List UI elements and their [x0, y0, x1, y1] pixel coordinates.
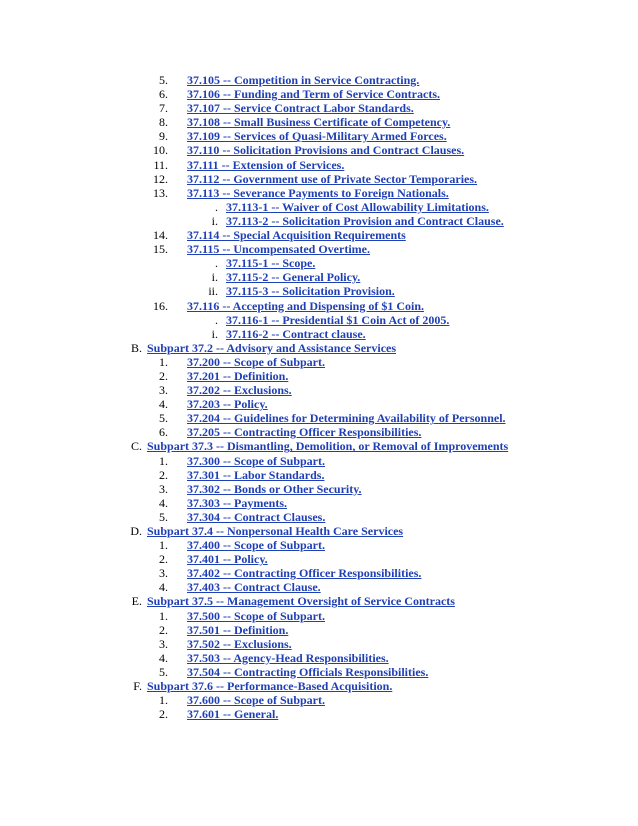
toc-entry-link[interactable]: 37.112 -- Government use of Private Sector Temporaries.	[187, 171, 478, 186]
toc-entry-number: 12.	[153, 171, 168, 186]
toc-entry-link[interactable]: 37.600 -- Scope of Subpart.	[187, 693, 326, 708]
toc-entry-link[interactable]: 37.501 -- Definition.	[187, 622, 289, 637]
toc-entry	[0, 270, 638, 284]
toc-entry-link[interactable]: 37.302 -- Bonds or Other Security.	[187, 481, 362, 496]
toc-entry-link[interactable]: 37.113 -- Severance Payments to Foreign Nationals.	[187, 185, 449, 200]
toc-entry-link[interactable]: Subpart 37.6 -- Performance-Based Acquisition.	[147, 679, 393, 694]
toc-entry	[0, 510, 638, 524]
toc-entry-link[interactable]: 37.115-2 -- General Policy.	[226, 270, 361, 285]
toc-entry-number: 3.	[159, 481, 168, 496]
toc-entry-number: 2.	[159, 552, 168, 567]
toc-entry	[0, 468, 638, 482]
toc-entry-link[interactable]: 37.402 -- Contracting Officer Responsibilities.	[187, 566, 422, 581]
toc-entry-link[interactable]: 37.500 -- Scope of Subpart.	[187, 608, 326, 623]
toc-entry-link[interactable]: 37.601 -- General.	[187, 707, 279, 722]
toc-entry-link[interactable]: 37.106 -- Funding and Term of Service Contracts.	[187, 87, 440, 102]
toc-entry	[0, 580, 638, 594]
toc-entry-link[interactable]: 37.205 -- Contracting Officer Responsibilities.	[187, 425, 422, 440]
toc-entry-link[interactable]: 37.109 -- Services of Quasi-Military Armed Forces.	[187, 129, 447, 144]
toc-entry-link[interactable]: 37.115-1 -- Scope.	[226, 256, 316, 271]
toc-entry-number: 8.	[159, 115, 168, 130]
toc-entry	[0, 693, 638, 707]
toc-entry-link[interactable]: 37.116 -- Accepting and Dispensing of $1 Coin.	[187, 298, 425, 313]
toc-entry	[0, 397, 638, 411]
toc-entry-number: i.	[211, 270, 218, 285]
toc-entry-link[interactable]: 37.502 -- Exclusions.	[187, 636, 292, 651]
toc-entry-number: 5.	[159, 411, 168, 426]
toc-entry-link[interactable]: 37.116-1 -- Presidential $1 Coin Act of 2005.	[226, 312, 450, 327]
toc-entry-link[interactable]: 37.301 -- Labor Standards.	[187, 467, 325, 482]
toc-entry-link[interactable]: 37.300 -- Scope of Subpart.	[187, 453, 326, 468]
toc-entry	[0, 454, 638, 468]
toc-entry-number: .	[215, 312, 218, 327]
toc-entry	[0, 524, 638, 538]
toc-entry-link[interactable]: 37.200 -- Scope of Subpart.	[187, 354, 326, 369]
toc-entry	[0, 439, 638, 453]
toc-entry-number: C.	[130, 439, 142, 454]
toc-entry-number: 3.	[159, 636, 168, 651]
toc-entry-link[interactable]: 37.111 -- Extension of Services.	[187, 157, 345, 172]
toc-entry-number: 4.	[159, 495, 168, 510]
toc-entry-number: 2.	[159, 368, 168, 383]
toc-entry-link[interactable]: 37.201 -- Definition.	[187, 368, 289, 383]
toc-entry-link[interactable]: 37.115 -- Uncompensated Overtime.	[187, 242, 370, 257]
toc-entry	[0, 707, 638, 721]
toc-entry-number: F.	[133, 679, 142, 694]
toc-entry-number: 9.	[159, 129, 168, 144]
toc-entry-number: i.	[211, 326, 218, 341]
toc-entry-link[interactable]: 37.114 -- Special Acquisition Requirements	[187, 228, 406, 243]
toc-entry-link[interactable]: 37.108 -- Small Business Certificate of Competency.	[187, 115, 451, 130]
toc-entry	[0, 129, 638, 143]
toc-entry-number: E.	[131, 594, 142, 609]
toc-entry-number: B.	[130, 340, 142, 355]
toc-entry-link[interactable]: 37.400 -- Scope of Subpart.	[187, 538, 326, 553]
toc-entry	[0, 284, 638, 298]
toc-entry	[0, 214, 638, 228]
toc-entry-link[interactable]: 37.203 -- Policy.	[187, 397, 268, 412]
toc-entry	[0, 242, 638, 256]
toc-entry-link[interactable]: 37.105 -- Competition in Service Contracting.	[187, 73, 420, 87]
toc-entry-link[interactable]: Subpart 37.3 -- Dismantling, Demolition, or Removal of Improvements	[147, 439, 509, 454]
toc-entry-link[interactable]: Subpart 37.4 -- Nonpersonal Health Care Services	[147, 524, 404, 538]
toc-entry	[0, 383, 638, 397]
toc-entry-link[interactable]: 37.107 -- Service Contract Labor Standards.	[187, 101, 414, 116]
toc-entry	[0, 651, 638, 665]
toc-entry-number: 1.	[159, 354, 168, 369]
toc-entry-number: 2.	[159, 622, 168, 637]
toc-entry	[0, 566, 638, 580]
toc-entry	[0, 327, 638, 341]
toc-entry-number: 14.	[153, 228, 168, 243]
toc-entry	[0, 143, 638, 157]
toc-entry	[0, 158, 638, 172]
toc-entry-link[interactable]: Subpart 37.2 -- Advisory and Assistance Services	[147, 340, 397, 355]
toc-entry-number: 4.	[159, 650, 168, 665]
toc-entry-number: .	[215, 199, 218, 214]
toc-entry	[0, 411, 638, 425]
toc-entry	[0, 355, 638, 369]
toc-entry-number: 1.	[159, 608, 168, 623]
toc-entry	[0, 115, 638, 129]
toc-entry	[0, 594, 638, 608]
toc-entry	[0, 87, 638, 101]
toc-entry	[0, 665, 638, 679]
toc-entry-link[interactable]: 37.116-2 -- Contract clause.	[226, 326, 366, 341]
toc-entry	[0, 538, 638, 552]
toc-entry	[0, 425, 638, 439]
toc-entry	[0, 256, 638, 270]
toc-entry-link[interactable]: 37.504 -- Contracting Officials Responsibilities.	[187, 664, 429, 679]
toc-entry-link[interactable]: 37.115-3 -- Solicitation Provision.	[226, 284, 395, 299]
toc-entry	[0, 637, 638, 651]
toc-entry-link[interactable]: 37.403 -- Contract Clause.	[187, 580, 321, 595]
toc-entry-number: 10.	[153, 143, 168, 158]
toc-entry	[0, 679, 638, 693]
toc-entry-number: 4.	[159, 397, 168, 412]
toc-entry-number: 5.	[159, 664, 168, 679]
toc-entry-link[interactable]: 37.110 -- Solicitation Provisions and Contract Clauses.	[187, 143, 465, 158]
toc-entry-number: 1.	[159, 693, 168, 708]
toc-entry-link[interactable]: 37.401 -- Policy.	[187, 552, 268, 567]
toc-entry	[0, 200, 638, 214]
toc-entry	[0, 496, 638, 510]
toc-entry-number: i.	[211, 213, 218, 228]
toc-entry-number: 6.	[159, 425, 168, 440]
toc-entry-number: 2.	[159, 707, 168, 722]
toc-entry	[0, 228, 638, 242]
toc-entry	[0, 172, 638, 186]
toc-entry-number: 7.	[159, 101, 168, 116]
toc-entry-number: 3.	[159, 566, 168, 581]
toc-entry-number: 13.	[153, 185, 168, 200]
toc-entry	[0, 482, 638, 496]
toc-entry-link[interactable]: 37.204 -- Guidelines for Determining Availability of Personnel.	[187, 411, 506, 426]
toc-entry	[0, 369, 638, 383]
toc-entry-number: 16.	[153, 298, 168, 313]
toc-entry-link[interactable]: 37.304 -- Contract Clauses.	[187, 509, 326, 524]
table-of-contents	[0, 73, 638, 721]
toc-entry	[0, 101, 638, 115]
toc-entry	[0, 552, 638, 566]
toc-entry-number: 4.	[159, 580, 168, 595]
toc-entry-number: 2.	[159, 467, 168, 482]
toc-entry-number: 11.	[153, 157, 168, 172]
toc-entry-link[interactable]: 37.503 -- Agency-Head Responsibilities.	[187, 650, 389, 665]
toc-entry	[0, 623, 638, 637]
toc-entry-link[interactable]: 37.303 -- Payments.	[187, 495, 287, 510]
toc-entry-number: ii.	[208, 284, 218, 299]
toc-entry-number: 15.	[153, 242, 168, 257]
toc-entry-number: 1.	[159, 453, 168, 468]
toc-entry	[0, 313, 638, 327]
toc-entry-number: 1.	[159, 538, 168, 553]
toc-entry-number: 3.	[159, 383, 168, 398]
toc-entry-number: 5.	[159, 73, 168, 87]
toc-entry-link[interactable]: Subpart 37.5 -- Management Oversight of Service Contracts	[147, 594, 455, 609]
toc-entry	[0, 186, 638, 200]
toc-entry	[0, 299, 638, 313]
toc-entry-number: D.	[130, 524, 142, 538]
toc-entry-link[interactable]: 37.202 -- Exclusions.	[187, 383, 292, 398]
toc-entry-number: .	[215, 256, 218, 271]
toc-entry-link[interactable]: 37.113-2 -- Solicitation Provision and Contract Clause.	[226, 213, 504, 228]
toc-entry	[0, 341, 638, 355]
toc-entry-number: 5.	[159, 509, 168, 524]
toc-entry-link[interactable]: 37.113-1 -- Waiver of Cost Allowability Limitations.	[226, 199, 489, 214]
toc-entry	[0, 609, 638, 623]
toc-entry	[0, 73, 638, 87]
toc-entry-number: 6.	[159, 87, 168, 102]
